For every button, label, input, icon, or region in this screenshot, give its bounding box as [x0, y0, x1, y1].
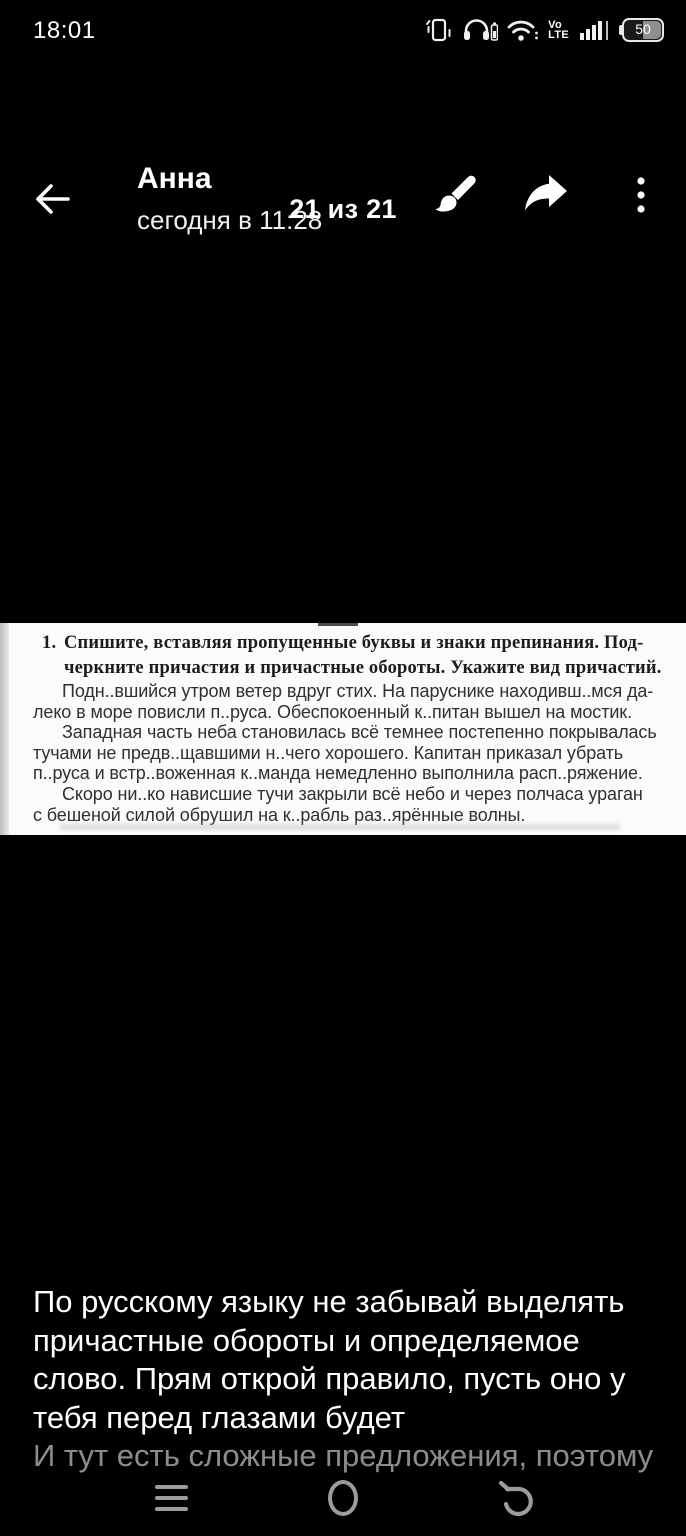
photo-caption[interactable]: [33, 1283, 663, 1476]
caption-line-truncated: И тут есть сложные предложения, поэтому: [33, 1438, 654, 1474]
recents-button[interactable]: [147, 1474, 195, 1522]
exercise-heading-line: черкните причастия и причастные обороты. Укажите вид причастий.: [64, 658, 662, 678]
caption-line: причастные обороты и определяемое: [33, 1322, 580, 1358]
vibrate-icon: [425, 17, 453, 43]
recents-icon: [155, 1485, 188, 1511]
exercise-number: 1.: [42, 633, 57, 653]
photo-counter: 21 из 21: [289, 194, 397, 224]
headset-icon: [462, 17, 498, 43]
exercise-body-line: тучами не предв..щавшими н..чего хорошего. Капитан приказал убрать: [33, 742, 624, 763]
exercise-body-line: Скоро ни..ко нависшие тучи закрыли всё небо и через полчаса ураган: [62, 783, 643, 804]
signal-icon: [578, 18, 610, 42]
home-icon: [328, 1480, 358, 1516]
battery-percent: 50: [635, 21, 651, 37]
exercise-body-line: п..руса и встр..воженная к..манда немедленно выполнила расп..ряжение.: [33, 763, 643, 784]
battery-icon: [619, 18, 666, 42]
status-bar: [0, 0, 686, 60]
exercise-body-line: Подн..вшийся утром ветер вдруг стих. На паруснике находивш..мся да-: [62, 681, 654, 701]
battery-body: [622, 18, 664, 42]
home-button[interactable]: [319, 1474, 367, 1522]
caption-line: По русскому языку не забывай выделять: [33, 1284, 625, 1319]
caption-line: слово. Прям открой правило, пусть оно у: [33, 1361, 626, 1397]
nav-back-button[interactable]: [490, 1474, 538, 1522]
photo-image[interactable]: [0, 623, 686, 835]
status-icons: [425, 14, 666, 46]
wifi-icon: [507, 17, 539, 43]
exercise-heading-line: Спишите, вставляя пропущенные буквы и знаки препинания. Под-: [64, 633, 644, 653]
cropped-text-smudge: [60, 824, 620, 830]
exercise-body-line: с бешеной силой обрушил на к..рабль раз..ярённые волны.: [33, 804, 526, 825]
photo-date: сегодня в 11:28: [137, 205, 323, 235]
cropped-fragment: [318, 623, 358, 626]
clock: 18:01: [33, 17, 96, 44]
volte-indicator: Vo LTE: [548, 19, 569, 41]
exercise-body-line: Западная часть неба становилась всё темнее постепенно покрывалась: [62, 722, 657, 743]
exercise-body-line: леко в море повисли п..руса. Обеспокоенный к..питан вышел на мостик.: [33, 701, 632, 722]
caption-line: тебя перед глазами будет: [33, 1399, 406, 1435]
page-edge-shadow: [0, 623, 9, 835]
android-nav-bar: [0, 1460, 686, 1536]
exercise-body: [33, 681, 673, 825]
exercise-heading: [42, 631, 672, 681]
sender-name: Анна: [137, 162, 212, 195]
nav-back-icon: [493, 1477, 535, 1519]
